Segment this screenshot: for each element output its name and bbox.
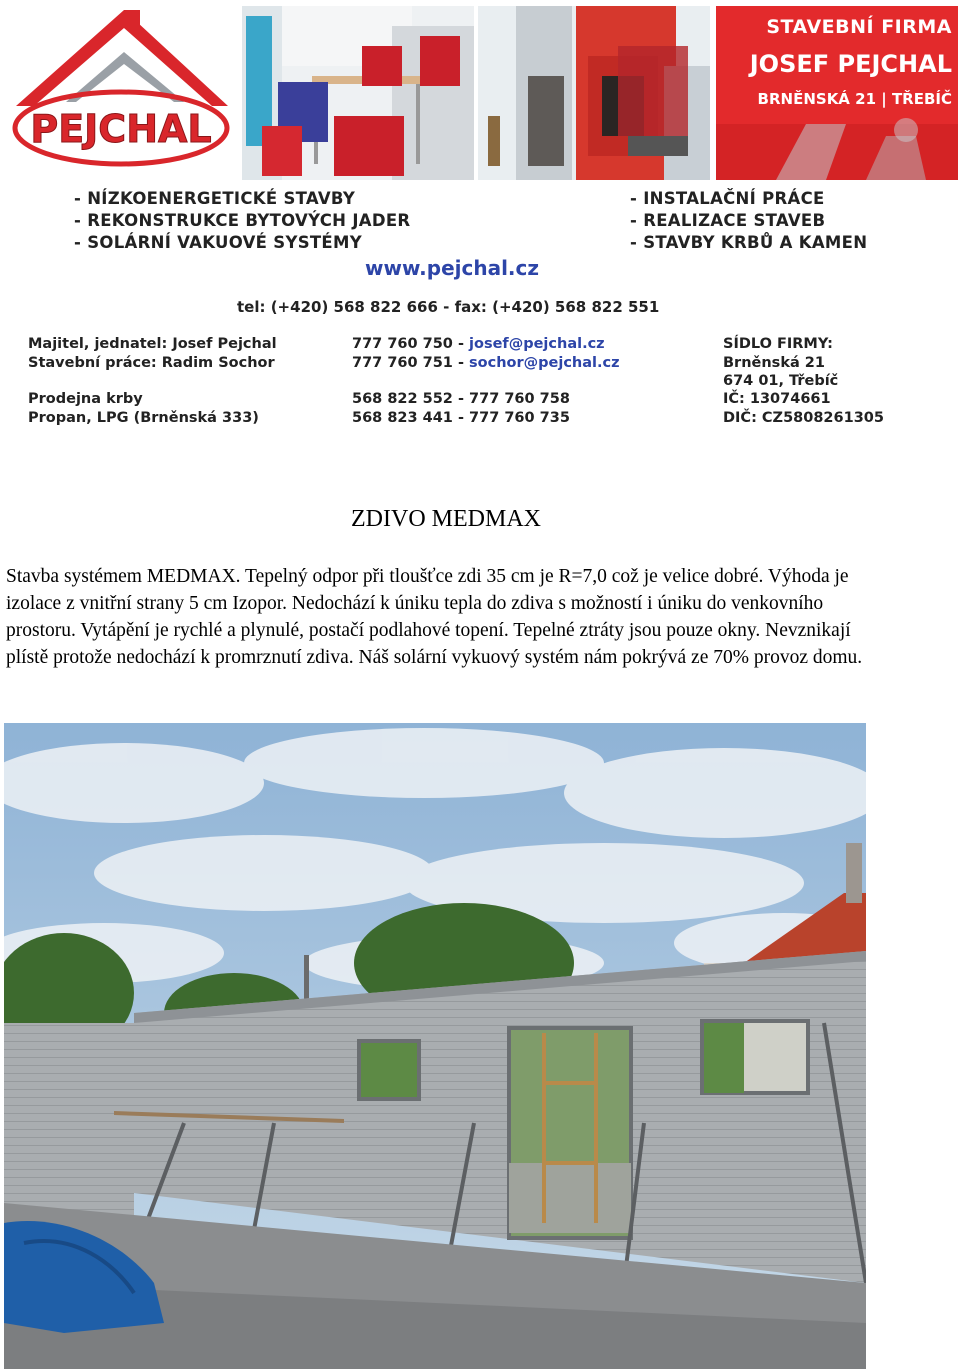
owner-label: Majitel, jednatel: Josef Pejchal: [28, 336, 277, 352]
service-right-1: - INSTALAČNÍ PRÁCE: [630, 189, 825, 208]
interior-photo-stove: [478, 6, 710, 180]
firm-address: BRNĚNSKÁ 21 | TŘEBÍČ: [757, 90, 952, 108]
company-logo: [6, 6, 236, 180]
owner-email[interactable]: josef@pejchal.cz: [469, 336, 605, 352]
construction-site-photo: [4, 723, 866, 1369]
construction-label: Stavební práce: Radim Sochor: [28, 355, 275, 371]
service-left-1: - NÍZKOENERGETICKÉ STAVBY: [74, 189, 356, 208]
logo-text: PEJCHAL: [30, 107, 212, 151]
lpg-phone: 568 823 441 - 777 760 735: [352, 410, 570, 426]
service-left-3: - SOLÁRNÍ VAKUOVÉ SYSTÉMY: [74, 233, 362, 252]
interior-photo-chairs: [242, 6, 474, 180]
document-title: ZDIVO MEDMAX: [351, 506, 541, 532]
lpg-label: Propan, LPG (Brněnská 333): [28, 410, 259, 426]
construction-email[interactable]: sochor@pejchal.cz: [469, 355, 620, 371]
owner-phone: 777 760 750 -: [352, 336, 470, 352]
service-left-2: - REKONSTRUKCE BYTOVÝCH JADER: [74, 211, 411, 230]
construction-phone: 777 760 751 -: [352, 355, 470, 371]
firm-banner: [716, 6, 958, 180]
tel-fax-line: tel: (+420) 568 822 666 - fax: (+420) 568 822 551: [237, 298, 660, 316]
firm-name: JOSEF PEJCHAL: [749, 50, 952, 78]
shop-phone: 568 822 552 - 777 760 758: [352, 391, 570, 407]
service-right-3: - STAVBY KRBŮ A KAMEN: [630, 233, 868, 252]
construction-contact: [352, 355, 620, 371]
shop-label: Prodejna krby: [28, 391, 143, 407]
seat-street: Brněnská 21: [723, 355, 825, 371]
service-right-2: - REALIZACE STAVEB: [630, 211, 826, 230]
seat-dic: DIČ: CZ5808261305: [723, 410, 884, 426]
seat-city: 674 01, Třebíč: [723, 373, 839, 389]
owner-contact: [352, 336, 605, 352]
firm-type: STAVEBNÍ FIRMA: [766, 16, 952, 38]
seat-title: SÍDLO FIRMY:: [723, 336, 833, 352]
document-paragraph: Stavba systémem MEDMAX. Tepelný odpor při tloušťce zdi 35 cm je R=7,0 což je velice dobré. Výhoda je izolace z vnitřní strany 5 cm Izopor. Nedochází k úniku tepla do zdiva s možností i úniku do venkovního prostoru. Vytápění je rychlé a plynulé, postačí podlahové topení. Tepelné ztráty jsou pouze okny. Nevznikají plístě protože nedochází k promrznutí zdiva. Náš solární vykuový systém nám pokrývá ze 70% provoz domu.: [6, 566, 863, 668]
seat-ic: IČ: 13074661: [723, 391, 831, 407]
website-link[interactable]: www.pejchal.cz: [365, 256, 540, 280]
